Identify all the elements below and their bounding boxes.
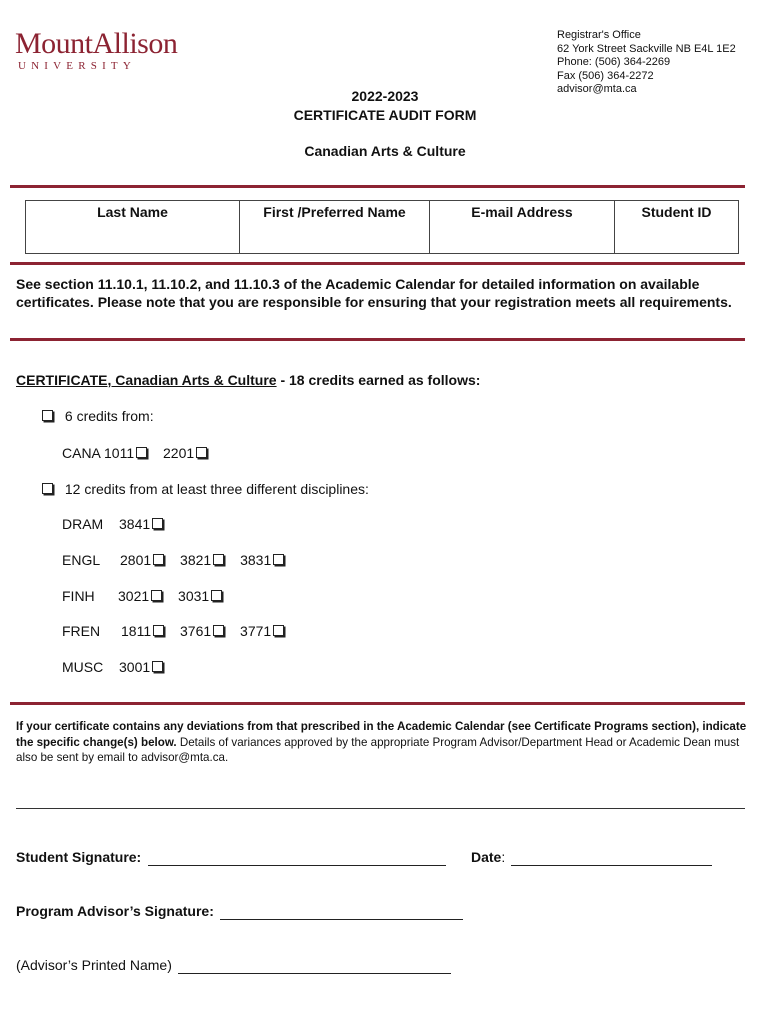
calendar-notice: See section 11.10.1, 11.10.2, and 11.10.3 of the Academic Calendar for detailed information on available certificates. Please note that you are responsible for ensuring that your registration meets all requirements. bbox=[16, 276, 732, 310]
course-subject: MUSC bbox=[62, 659, 104, 675]
course-number: 3831 bbox=[240, 552, 272, 568]
course-number: 3021 bbox=[118, 588, 150, 604]
course-number: 3771 bbox=[240, 623, 272, 639]
registrar-office-info bbox=[557, 29, 736, 97]
office-fax: Fax (506) 364-2272 bbox=[557, 69, 654, 82]
office-email: advisor@mta.ca bbox=[557, 83, 637, 95]
finh-course-row bbox=[62, 588, 224, 605]
form-title: CERTIFICATE AUDIT FORM bbox=[293, 107, 477, 123]
advisor-signature-label: Program Advisor’s Signature: bbox=[16, 903, 214, 919]
course-checkbox[interactable] bbox=[273, 625, 284, 636]
form-year: 2022-2023 bbox=[351, 88, 419, 104]
course-checkbox[interactable] bbox=[196, 447, 207, 458]
requirement-2-checkbox[interactable] bbox=[42, 483, 53, 494]
university-logo-subtitle: UNIVERSITY bbox=[18, 60, 136, 72]
deviation-notice-bold: If your certificate contains any deviations from that prescribed in the Academic Calendar (see Certificate Programs section), indicate the specific change(s) below. bbox=[16, 720, 747, 749]
course-subject: ENGL bbox=[62, 552, 101, 568]
student-signature-line[interactable] bbox=[148, 851, 446, 866]
requirement-2 bbox=[40, 481, 369, 498]
requirement-1 bbox=[40, 408, 154, 425]
advisor-signature-row bbox=[16, 903, 463, 920]
student-id-label: Student ID bbox=[641, 204, 712, 220]
certificate-heading bbox=[16, 372, 480, 389]
course-checkbox[interactable] bbox=[136, 447, 147, 458]
course-checkbox[interactable] bbox=[152, 661, 163, 672]
deviation-notice-detail: Details of variances approved by the appropriate Program Advisor/Department Head or Academic Dean must also be sent by email to advisor@mta.ca. bbox=[16, 735, 740, 764]
course-number: 2201 bbox=[163, 445, 195, 461]
course-number: 3821 bbox=[180, 552, 212, 568]
advisor-signature-line[interactable] bbox=[220, 905, 463, 920]
date-line[interactable] bbox=[511, 851, 712, 866]
course-checkbox[interactable] bbox=[151, 590, 162, 601]
last-name-label: Last Name bbox=[97, 204, 168, 220]
date-label: Date bbox=[471, 849, 502, 865]
dram-course-row bbox=[62, 516, 165, 533]
course-checkbox[interactable] bbox=[273, 554, 284, 565]
course-number: 2801 bbox=[120, 552, 152, 568]
course-checkbox[interactable] bbox=[153, 625, 164, 636]
course-subject: FREN bbox=[62, 623, 101, 639]
course-checkbox[interactable] bbox=[153, 554, 164, 565]
student-signature-label: Student Signature: bbox=[16, 849, 142, 865]
certificate-name: Canadian Arts & Culture bbox=[304, 143, 466, 159]
student-id-field[interactable] bbox=[615, 201, 739, 254]
course-subject: FINH bbox=[62, 588, 95, 604]
cana-course-row bbox=[62, 445, 209, 462]
course-checkbox[interactable] bbox=[213, 625, 224, 636]
student-signature-row bbox=[16, 849, 446, 866]
certificate-heading-rest: - 18 credits earned as follows: bbox=[276, 372, 481, 388]
last-name-field[interactable] bbox=[26, 201, 240, 254]
course-checkbox[interactable] bbox=[211, 590, 222, 601]
deviation-entry-line[interactable] bbox=[16, 795, 745, 809]
course-checkbox[interactable] bbox=[152, 518, 163, 529]
musc-course-row bbox=[62, 659, 165, 676]
advisor-printed-name-row bbox=[16, 957, 451, 974]
first-name-field[interactable] bbox=[240, 201, 430, 254]
course-number: 3841 bbox=[119, 516, 151, 532]
engl-course-row bbox=[62, 552, 286, 569]
divider-rule bbox=[10, 262, 745, 265]
requirement-2-label: 12 credits from at least three different disciplines: bbox=[64, 481, 369, 497]
course-number: 3001 bbox=[119, 659, 151, 675]
deviation-notice bbox=[16, 719, 751, 766]
date-row: Date: bbox=[471, 849, 712, 866]
office-address: 62 York Street Sackville NB E4L 1E2 bbox=[557, 42, 736, 55]
divider-rule bbox=[10, 702, 745, 705]
advisor-printed-name-label: (Advisor’s Printed Name) bbox=[16, 957, 172, 973]
office-phone: Phone: (506) 364-2269 bbox=[557, 56, 671, 68]
course-number: 3761 bbox=[180, 623, 212, 639]
course-subject: DRAM bbox=[62, 516, 104, 532]
course-subject: CANA bbox=[62, 445, 101, 461]
advisor-printed-name-line[interactable] bbox=[178, 959, 451, 974]
email-label: E-mail Address bbox=[471, 204, 573, 220]
course-checkbox[interactable] bbox=[213, 554, 224, 565]
requirement-1-checkbox[interactable] bbox=[42, 410, 53, 421]
first-name-label: First /Preferred Name bbox=[263, 204, 406, 220]
certificate-heading-link: CERTIFICATE, Canadian Arts & Culture bbox=[16, 372, 277, 388]
course-number: 1811 bbox=[121, 623, 152, 639]
fren-course-row bbox=[62, 623, 286, 640]
student-info-table bbox=[25, 200, 739, 254]
university-logo: MountAllison bbox=[15, 27, 178, 60]
divider-rule bbox=[10, 338, 745, 341]
email-field[interactable] bbox=[430, 201, 615, 254]
course-number: 3031 bbox=[178, 588, 210, 604]
requirement-1-label: 6 credits from: bbox=[64, 408, 154, 424]
course-number: 1011 bbox=[104, 445, 135, 461]
office-name: Registrar's Office bbox=[557, 29, 641, 41]
divider-rule bbox=[10, 185, 745, 188]
